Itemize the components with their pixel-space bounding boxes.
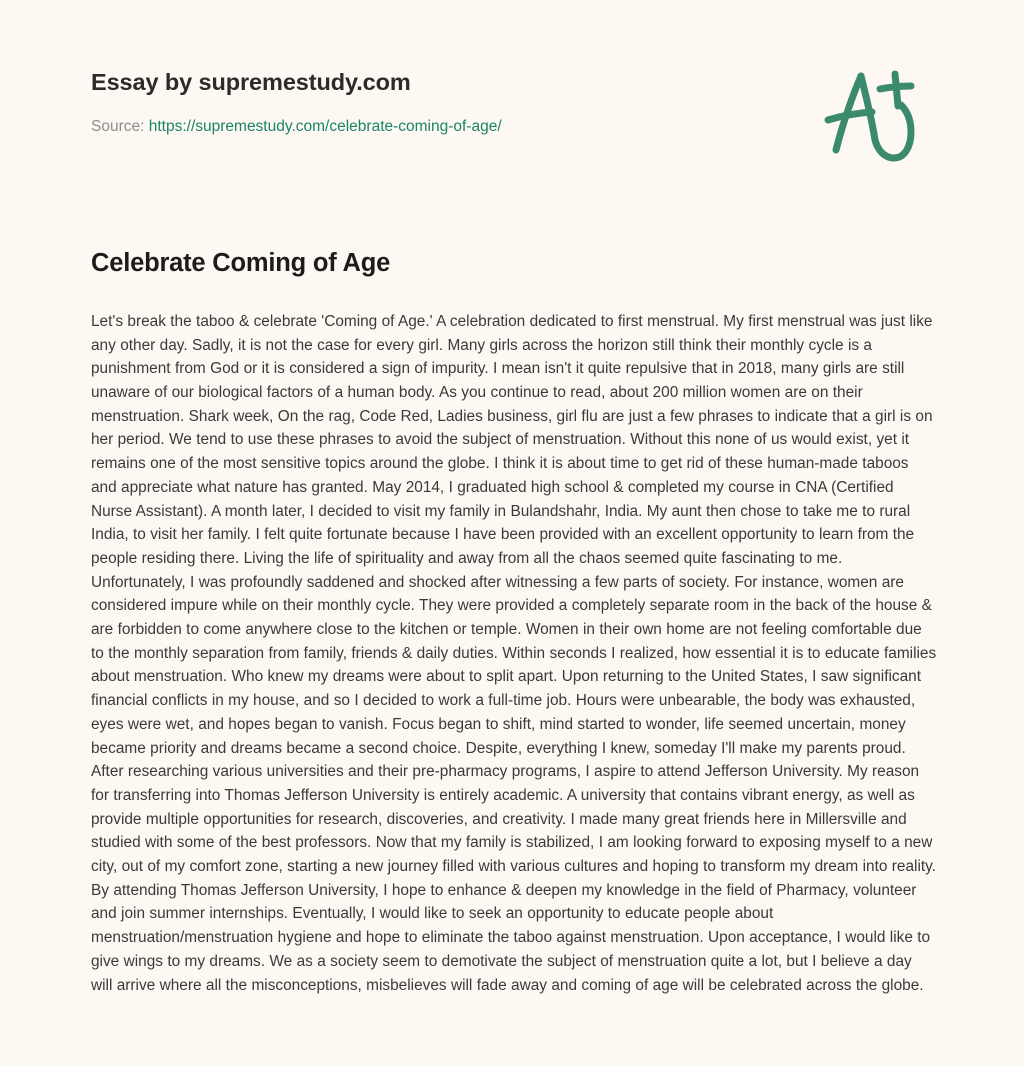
aplus-logo-icon	[812, 58, 932, 170]
source-label: Source:	[91, 118, 145, 136]
header-text-block	[91, 68, 502, 137]
essay-body-text: Let's break the taboo & celebrate 'Coming of Age.' A celebration dedicated to first menstrual. My first menstrual was just like any other day. Sadly, it is not the case for every girl. Many girls across the horizon still think their monthly cycle is a punishment from God or it is considered a sign of impurity. I mean isn't it quite repulsive that in 2018, many girls are still unaware of our biological factors of a human body. As you continue to read, about 200 million women are on their menstruation. Shark week, On the rag, Code Red, Ladies business, girl flu are just a few phrases to indicate that a girl is on her period. We tend to use these phrases to avoid the subject of menstruation. Without this none of us would exist, yet it remains one of the most sensitive topics around the globe. I think it is about time to get rid of these human-made taboos and appreciate what nature has granted. May 2014, I graduated high school & completed my course in CNA (Certified Nurse Assistant). A month later, I decided to visit my family in Bulandshahr, India. My aunt then chose to take me to rural India, to visit her family. I felt quite fortunate because I have been provided with an excellent opportunity to learn from the people residing there. Living the life of spirituality and away from all the chaos seemed quite fascinating to me. Unfortunately, I was profoundly saddened and shocked after witnessing a few parts of society. For instance, women are considered impure while on their monthly cycle. They were provided a completely separate room in the back of the house & are forbidden to come anywhere close to the kitchen or temple. Women in their own home are not feeling comfortable due to the monthly separation from family, friends & daily duties. Within seconds I realized, how essential it is to educate families about menstruation. Who knew my dreams were about to split apart. Upon returning to the United States, I saw significant financial conflicts in my house, and so I decided to work a full-time job. Hours were unbearable, the body was exhausted, eyes were wet, and hopes began to vanish. Focus began to shift, mind started to wonder, life seemed uncertain, money became priority and dreams became a second choice. Despite, everything I knew, someday I'll make my parents proud. After researching various universities and their pre-pharmacy programs, I aspire to attend Jefferson University. My reason for transferring into Thomas Jefferson University is entirely academic. A university that contains vibrant energy, as well as provide multiple opportunities for research, discoveries, and creativity. I made many great friends here in Millersville and studied with some of the best professors. Now that my family is stabilized, I am looking forward to exposing myself to a new city, out of my comfort zone, starting a new journey filled with various cultures and hoping to transform my dream into reality. By attending Thomas Jefferson University, I hope to enhance & deepen my knowledge in the field of Pharmacy, volunteer and join summer internships. Eventually, I would like to seek an opportunity to educate people about menstruation/menstruation hygiene and hope to eliminate the taboo against menstruation. Upon acceptance, I would like to give wings to my dreams. We as a society seem to demotivate the subject of menstruation quite a lot, but I believe a day will arrive where all the misconceptions, misbelieves will fade away and coming of age will be celebrated across the globe.	[91, 312, 937, 994]
source-url-link[interactable]: https://supremestudy.com/celebrate-coming-of-age/	[148, 118, 502, 136]
essay-title: Celebrate Coming of Age	[91, 249, 391, 277]
source-line	[91, 96, 502, 137]
page-header	[0, 0, 1024, 200]
aplus-logo-svg	[812, 58, 932, 170]
article-container	[91, 248, 937, 997]
site-title: Essay by supremestudy.com	[91, 69, 411, 95]
